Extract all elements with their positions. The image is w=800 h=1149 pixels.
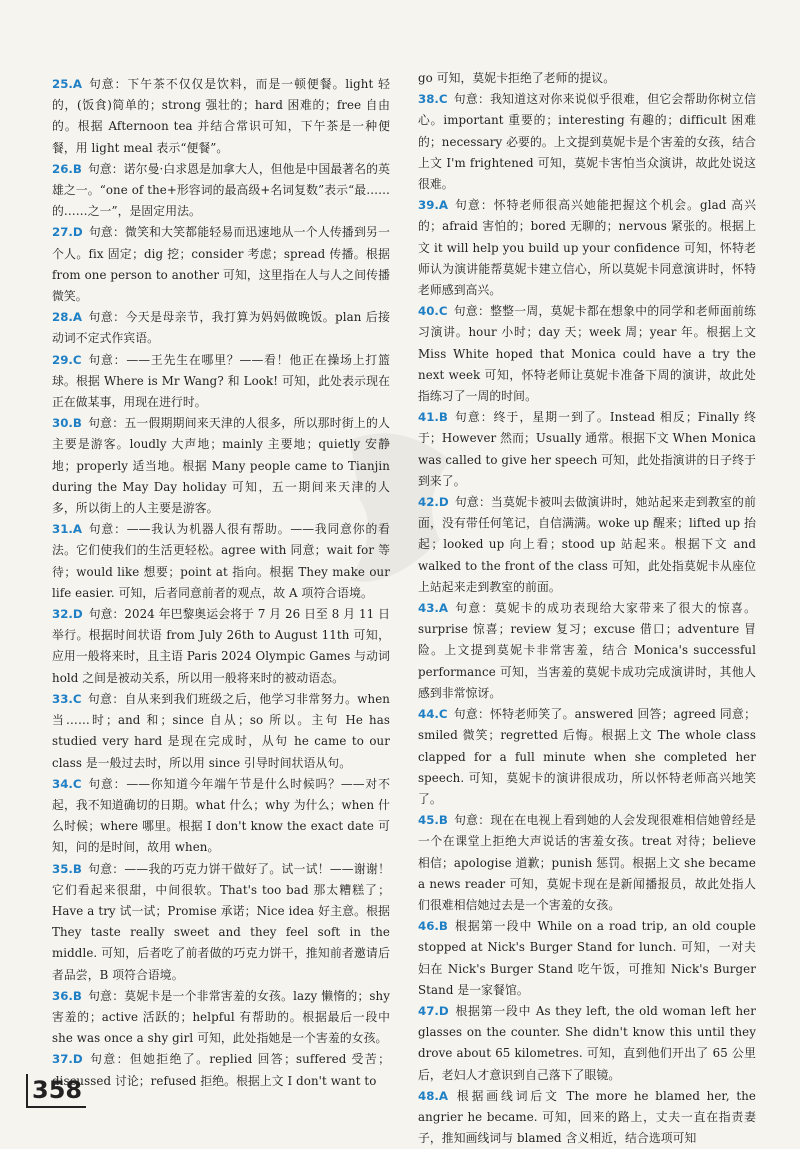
answer-entry <box>418 89 756 195</box>
answer-entry <box>418 68 756 89</box>
question-number: 46. <box>418 919 439 934</box>
answer-entry <box>52 350 390 414</box>
question-number: 28. <box>52 310 73 325</box>
answer-letter: A <box>72 77 83 91</box>
question-number: 32. <box>52 607 73 622</box>
question-number: 45. <box>418 813 439 828</box>
explanation-text: 句意：终于，星期一到了。Instead 相反；Finally 终于；However 然而；Usually 通常。根据下文 When Monica was called to give her speech 可知，此处指演讲的日子终于到来了。 <box>418 410 756 488</box>
answer-letter: A <box>438 198 449 213</box>
question-number: 42. <box>418 495 439 510</box>
question-number: 29. <box>52 352 73 367</box>
question-number: 40. <box>418 304 439 319</box>
answer-entry <box>52 519 390 604</box>
answer-letter: B <box>438 919 448 934</box>
question-number: 25. <box>52 77 73 91</box>
answer-letter: B <box>72 988 82 1003</box>
explanation-text: 句意：诺尔曼·白求恩是加拿大人，但他是中国最著名的英雄之一。“one of the+形容词的最高级+名词复数”表示“最……的……之一”，是固定用法。 <box>52 161 390 219</box>
answer-entry <box>52 159 390 223</box>
answer-letter: C <box>72 776 82 791</box>
answer-entry <box>52 689 390 774</box>
answer-letter: C <box>72 691 82 706</box>
answer-entry <box>418 301 756 407</box>
answer-entry <box>52 774 390 859</box>
answer-letter: D <box>72 1052 83 1067</box>
explanation-text: 根据画线词后文 The more he blamed her, the angrier he became. 可知，回来的路上，丈夫一直在指责妻子，推知画线词与 blamed 含义相近，结合选项可知 <box>418 1088 756 1146</box>
question-number: 47. <box>418 1003 439 1018</box>
question-number: 27. <box>52 225 73 240</box>
answer-letter: D <box>72 607 83 622</box>
question-number: 41. <box>418 410 439 425</box>
question-number: 35. <box>52 861 73 876</box>
explanation-text: 句意：我知道这对你来说似乎很难，但它会帮助你树立信心。important 重要的；interesting 有趣的；difficult 困难的；necessary 必要的。上文提到莫妮卡是个害羞的女孩，结合上文 I'm frightened 可知，莫妮卡害怕当众演讲，故此处说这很难。 <box>418 92 756 192</box>
question-number: 34. <box>52 776 73 791</box>
answer-letter: B <box>72 416 82 431</box>
explanation-text: 句意：——你知道今年端午节是什么时候吗？——对不起，我不知道确切的日期。what 什么；why 为什么；when 什么时候；where 哪里。根据 I don't know the exact date 可知，问的是时间，故用 when。 <box>52 776 390 855</box>
left-column <box>52 74 390 1092</box>
explanation-text: 句意：下午茶不仅仅是饮料，而是一顿便餐。light 轻的，(饭食)简单的；strong 强壮的；hard 困难的；free 自由的。根据 Afternoon tea 并结合常识可知，下午茶是一种便餐，用 light meal 表示“便餐”。 <box>52 77 390 155</box>
answer-entry <box>52 413 390 519</box>
answer-letter: C <box>72 352 82 367</box>
answer-entry <box>52 986 390 1050</box>
explanation-text: 句意：现在在电视上看到她的人会发现很难相信她曾经是一个在课堂上拒绝大声说话的害羞女孩。treat 对待；believe 相信；apologise 道歉；punish 惩罚。根据上文 she became a news reader 可知，莫妮卡现在是新闻播报员，故此处指人们很难相信她过去是一个害羞的女孩。 <box>418 813 756 912</box>
explanation-text: 根据第一段中 As they left, the old woman left her glasses on the counter. She didn't know this until they drove about 65 kilometres. 可知，直到他们开出了 65 公里后，老妇人才意识到自己落下了眼镜。 <box>418 1003 756 1082</box>
answer-entry <box>418 195 756 301</box>
page-number: 358 <box>26 1074 86 1108</box>
answer-letter: C <box>438 707 448 722</box>
explanation-text: 句意：自从来到我们班级之后，他学习非常努力。when 当……时；and 和；since 自从；so 所以。主句 He has studied very hard 是现在完成时，从句 he came to our class 是一般过去时，所以用 since 引导时间状语从句。 <box>52 691 390 770</box>
question-number: 44. <box>418 707 439 722</box>
explanation-text: 句意：莫妮卡的成功表现给大家带来了很大的惊喜。surprise 惊喜；review 复习；excuse 借口；adventure 冒险。上文提到莫妮卡非常害羞，结合 Monica's successful performance 可知，当害羞的莫妮卡成功完成演讲时，其他人感到非常惊讶。 <box>418 601 756 700</box>
answer-entry <box>418 1001 756 1086</box>
answer-letter: D <box>438 1003 449 1018</box>
question-number: 30. <box>52 416 73 431</box>
answer-entry <box>418 492 756 598</box>
answer-letter: A <box>438 601 449 616</box>
question-number: 43. <box>418 601 439 616</box>
right-column <box>418 68 756 1149</box>
answer-letter: B <box>438 813 448 828</box>
question-number: 26. <box>52 161 73 176</box>
question-number: 36. <box>52 988 73 1003</box>
answer-entry <box>52 74 390 159</box>
answer-letter: A <box>72 310 83 325</box>
answer-letter: B <box>438 410 448 425</box>
answer-entry <box>418 916 756 1001</box>
answer-entry <box>418 704 756 810</box>
answer-entry <box>52 222 390 307</box>
answer-entry <box>418 1086 756 1149</box>
explanation-text: 根据第一段中 While on a road trip, an old couple stopped at Nick's Burger Stand for lunch. 可知，一对夫妇在 Nick's Burger Stand 吃午饭，可推知 Nick's Burger Stand 是一家餐馆。 <box>418 919 756 997</box>
explanation-text: 句意：微笑和大笑都能轻易而迅速地从一个人传播到另一个人。fix 固定；dig 挖；consider 考虑；spread 传播。根据 from one person to another 可知，这里指在人与人之间传播微笑。 <box>52 225 390 304</box>
explanation-text: 句意：——我认为机器人很有帮助。——我同意你的看法。它们使我们的生活更轻松。agree with 同意；wait for 等待；would like 想要；point at 指向。根据 They make our life easier. 可知，后者同意前者的观点，故 A 项符合语境。 <box>52 522 390 600</box>
answer-entry <box>52 1049 390 1091</box>
answer-letter: A <box>438 1088 449 1103</box>
explanation-text: 句意：2024 年巴黎奥运会将于 7 月 26 日至 8 月 11 日举行。根据时间状语 from July 26th to August 11th 可知，应用一般将来时，且主语 Paris 2024 Olympic Games 与动词 hold 之间是被动关系，所以用一般将来时的被动语态。 <box>52 607 390 685</box>
answer-letter: C <box>438 304 448 319</box>
explanation-text: 句意：怀特老师笑了。answered 回答；agreed 同意；smiled 微笑；regretted 后悔。根据上文 The whole class clapped for a full minute when she completed her speech. 可知，莫妮卡的演讲很成功，所以怀特老师高兴地笑了。 <box>418 707 756 806</box>
answer-letter: A <box>72 522 83 537</box>
answer-entry <box>418 810 756 916</box>
question-number: 48. <box>418 1088 439 1103</box>
answer-letter: B <box>72 861 82 876</box>
explanation-text: 句意：怀特老师很高兴她能把握这个机会。glad 高兴的；afraid 害怕的；bored 无聊的；nervous 紧张的。根据上文 it will help you build up your confidence 可知，怀特老师认为演讲能帮莫妮卡建立信心，所以莫妮卡同意演讲时，怀特老师感到高兴。 <box>418 198 756 298</box>
answer-entry <box>52 859 390 986</box>
answer-entry <box>52 604 390 689</box>
explanation-text: 句意：——王先生在哪里？——看！他正在操场上打篮球。根据 Where is Mr Wang? 和 Look! 可知，此处表示现在正在做某事，用现在进行时。 <box>52 352 390 410</box>
explanation-text: 句意：但她拒绝了。replied 回答；suffered 受苦；discussed 讨论；refused 拒绝。根据上文 I don't want to <box>52 1052 390 1088</box>
explanation-text: 句意：五一假期期间来天津的人很多，所以那时街上的人主要是游客。loudly 大声地；mainly 主要地；quietly 安静地；properly 适当地。根据 Many people came to Tianjin during the May Day holiday 可知，五一期间来天津的人多，所以街上的人主要是游客。 <box>52 416 390 516</box>
answer-entry <box>52 307 390 349</box>
question-number: 37. <box>52 1052 73 1067</box>
explanation-text: 句意：整整一周，莫妮卡都在想象中的同学和老师面前练习演讲。hour 小时；day 天；week 周；year 年。根据上文 Miss White hoped that Monica could have a try the next week 可知，怀特老师让莫妮卡准备下周的演讲，故此处指练习了一周的时间。 <box>418 304 756 404</box>
answer-letter: D <box>438 495 449 510</box>
explanation-text: go 可知，莫妮卡拒绝了老师的提议。 <box>418 71 616 85</box>
explanation-text: 句意：当莫妮卡被叫去做演讲时，她站起来走到教室的前面，没有带任何笔记，自信满满。woke up 醒来；lifted up 抬起；looked up 向上看；stood up 站起来。根据下文 and walked to the front of the class 可知，此处指莫妮卡从座位上站起来走到教室的前面。 <box>418 495 756 594</box>
question-number: 39. <box>418 198 439 213</box>
explanation-text: 句意：莫妮卡是一个非常害羞的女孩。lazy 懒惰的；shy 害羞的；active 活跃的；helpful 有帮助的。根据最后一段中 she was once a shy girl 可知，此处指她是一个害羞的女孩。 <box>52 988 390 1046</box>
answer-letter: D <box>72 225 83 240</box>
answer-letter: B <box>72 161 82 176</box>
answer-entry <box>418 407 756 492</box>
answer-letter: C <box>438 92 448 107</box>
explanation-text: 句意：——我的巧克力饼干做好了。试一试！——谢谢！它们看起来很甜，中间很软。That's too bad 那太糟糕了；Have a try 试一试；Promise 承诺；Nice idea 好主意。根据 They taste really sweet and they feel soft in the middle. 可知，后者吃了前者做的巧克力饼干，推知前者邀请后者品尝，B 项符合语境。 <box>52 861 390 982</box>
answer-entry <box>418 598 756 704</box>
explanation-text: 句意：今天是母亲节，我打算为妈妈做晚饭。plan 后接动词不定式作宾语。 <box>52 310 390 346</box>
question-number: 38. <box>418 92 439 107</box>
question-number: 31. <box>52 522 73 537</box>
question-number: 33. <box>52 691 73 706</box>
